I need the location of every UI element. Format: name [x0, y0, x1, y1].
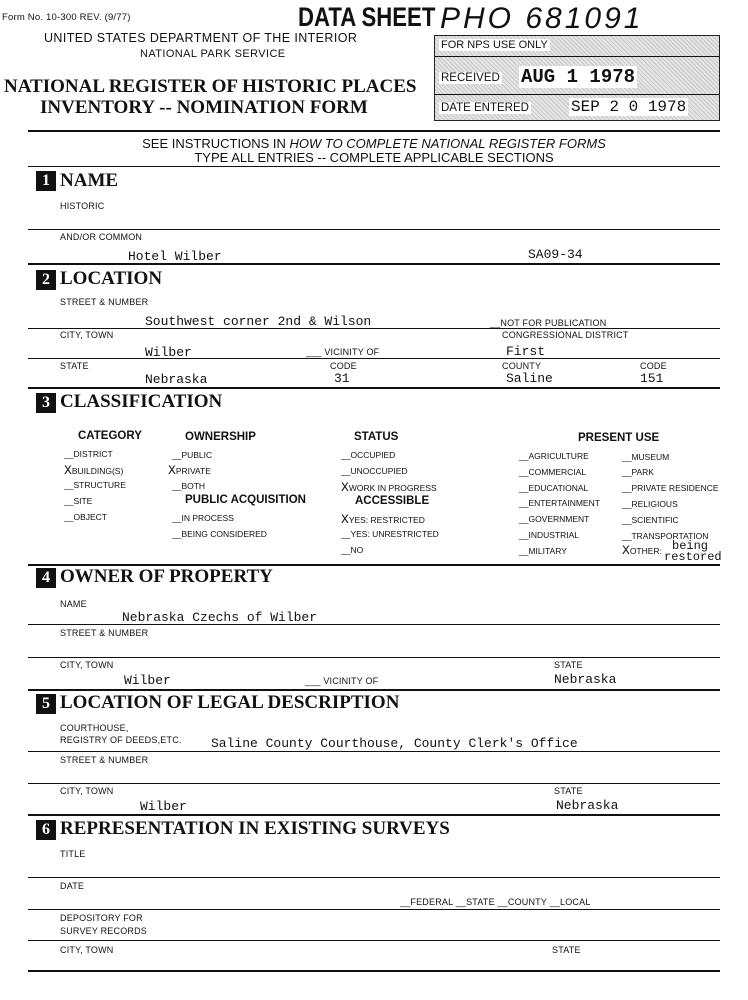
use-other-value-line2: restored [664, 550, 722, 564]
acquisition-being-considered: __BEING CONSIDERED [172, 529, 267, 539]
courthouse-label-line2: REGISTRY OF DEEDS,ETC. [60, 735, 182, 745]
nps-box-label: FOR NPS USE ONLY [441, 39, 548, 51]
use-agriculture: __AGRICULTURE [519, 451, 589, 461]
data-sheet-label: DATA SHEET [298, 2, 436, 32]
section-number: 2 [36, 270, 56, 290]
survey-date-label: DATE [60, 881, 85, 891]
state-code-label: CODE [330, 361, 357, 371]
use-museum: __MUSEUM [622, 452, 670, 462]
survey-city-label: CITY, TOWN [60, 945, 114, 955]
legal-city-label: CITY, TOWN [60, 786, 114, 796]
accessible-restricted [341, 510, 425, 528]
instructions-line1 [0, 136, 748, 151]
survey-code-value: SA09-34 [528, 247, 583, 262]
owner-vicinity-label: ___ VICINITY OF [305, 676, 379, 686]
legal-state-label: STATE [554, 786, 583, 796]
category-header: CATEGORY [78, 430, 142, 442]
category-object: __OBJECT [64, 512, 107, 522]
status-header: STATUS [354, 431, 399, 443]
instructions-line2: TYPE ALL ENTRIES -- COMPLETE APPLICABLE SECTIONS [194, 150, 554, 165]
county-value: Saline [506, 371, 553, 386]
date-entered-stamp: SEP 2 0 1978 [571, 98, 687, 116]
category-structure: __STRUCTURE [64, 480, 126, 490]
section-number: 6 [36, 820, 56, 840]
handwritten-id: PHO 681091 [440, 2, 644, 35]
legal-street-label: STREET & NUMBER [60, 755, 149, 765]
owner-name-value: Nebraska Czechs of Wilber [122, 610, 318, 625]
use-government: __GOVERNMENT [519, 514, 590, 524]
congressional-district-label: CONGRESSIONAL DISTRICT [502, 330, 629, 340]
section-title-classification: CLASSIFICATION [60, 391, 223, 412]
owner-city-label: CITY, TOWN [60, 660, 114, 670]
county-code-label: CODE [640, 361, 667, 371]
owner-street-label: STREET & NUMBER [60, 628, 149, 638]
section-title-location: LOCATION [60, 268, 163, 289]
accessible-header: ACCESSIBLE [355, 495, 430, 507]
use-entertainment: __ENTERTAINMENT [519, 498, 600, 508]
accessible-unrestricted: __YES: UNRESTRICTED [341, 529, 439, 539]
congressional-district-value: First [506, 344, 546, 359]
received-date-stamp: AUG 1 1978 [521, 66, 636, 88]
use-private-residence: __PRIVATE RESIDENCE [622, 483, 719, 493]
form-number: Form No. 10-300 REV. (9/77) [2, 12, 131, 23]
department-name: UNITED STATES DEPARTMENT OF THE INTERIOR [44, 31, 358, 45]
ownership-private [168, 461, 211, 479]
instructions-prefix: SEE INSTRUCTIONS IN [142, 136, 290, 151]
historic-label: HISTORIC [60, 201, 105, 211]
common-name-label: AND/OR COMMON [60, 232, 143, 242]
state-label: STATE [60, 361, 89, 371]
ownership-header: OWNERSHIP [185, 431, 256, 443]
section-title-owner: OWNER OF PROPERTY [60, 566, 273, 587]
check-mark: X [168, 463, 176, 478]
use-other-label: OTHER: [629, 546, 662, 556]
county-label: COUNTY [502, 361, 542, 371]
use-park: __PARK [622, 467, 654, 477]
status-unoccupied: __UNOCCUPIED [341, 466, 408, 476]
ownership-private-label: PRIVATE [175, 466, 211, 476]
street-value: Southwest corner 2nd & Wilson [145, 314, 372, 329]
county-code-value: 151 [640, 371, 664, 386]
status-work-in-progress [341, 478, 437, 496]
owner-name-label: NAME [60, 599, 87, 609]
section-number: 5 [36, 694, 56, 714]
received-label: RECEIVED [441, 72, 500, 84]
depository-label-line1: DEPOSITORY FOR [60, 913, 143, 923]
street-number-label: STREET & NUMBER [60, 297, 149, 307]
section-title-name: NAME [60, 170, 119, 191]
ownership-both: __BOTH [172, 481, 206, 491]
state-code-value: 31 [334, 371, 350, 386]
check-mark: X [341, 512, 349, 527]
legal-city-value: Wilber [140, 799, 187, 814]
vicinity-of-label: ___ VICINITY OF [306, 347, 380, 357]
survey-title-label: TITLE [60, 849, 86, 859]
check-mark: X [341, 480, 349, 495]
depository-label-line2: SURVEY RECORDS [60, 926, 147, 936]
use-religious: __RELIGIOUS [622, 499, 678, 509]
category-building-label: BUILDING(S) [71, 466, 124, 476]
date-entered-label: DATE ENTERED [441, 102, 529, 114]
status-work-in-progress-label: WORK IN PROGRESS [348, 483, 437, 493]
owner-state-label: STATE [554, 660, 583, 670]
legal-state-value: Nebraska [556, 798, 619, 813]
use-military: __MILITARY [519, 546, 567, 556]
accessible-no: __NO [341, 545, 364, 555]
use-industrial: __INDUSTRIAL [519, 530, 579, 540]
acquisition-in-process: __IN PROCESS [172, 513, 234, 523]
use-transportation: __TRANSPORTATION [622, 531, 709, 541]
owner-state-value: Nebraska [554, 672, 617, 687]
city-value: Wilber [145, 345, 192, 360]
use-other-value-line1: being [672, 539, 709, 553]
service-name: NATIONAL PARK SERVICE [140, 48, 286, 60]
owner-city-value: Wilber [124, 673, 171, 688]
status-occupied: __OCCUPIED [341, 450, 396, 460]
use-other [622, 541, 662, 559]
use-commercial: __COMMERCIAL [519, 467, 587, 477]
common-name-value: Hotel Wilber [128, 249, 222, 264]
accessible-restricted-label: YES: RESTRICTED [348, 515, 425, 525]
use-scientific: __SCIENTIFIC [622, 515, 679, 525]
courthouse-label-line1: COURTHOUSE, [60, 723, 129, 733]
category-site: __SITE [64, 496, 93, 506]
public-acquisition-header: PUBLIC ACQUISITION [185, 494, 306, 506]
instructions-reference: HOW TO COMPLETE NATIONAL REGISTER FORMS [289, 136, 606, 151]
section-title-surveys: REPRESENTATION IN EXISTING SURVEYS [60, 818, 450, 839]
check-mark: X [64, 463, 72, 478]
category-building [64, 461, 123, 479]
ownership-public: __PUBLIC [172, 450, 213, 460]
survey-state-label: STATE [552, 945, 581, 955]
state-value: Nebraska [145, 372, 208, 387]
form-title-line1: NATIONAL REGISTER OF HISTORIC PLACES [4, 76, 417, 97]
courthouse-value: Saline County Courthouse, County Clerk's Office [211, 736, 578, 751]
section-number: 3 [36, 393, 56, 413]
city-town-label: CITY, TOWN [60, 330, 114, 340]
present-use-header: PRESENT USE [578, 432, 660, 444]
category-district: __DISTRICT [64, 449, 113, 459]
form-title-line2: INVENTORY -- NOMINATION FORM [40, 97, 368, 118]
nps-use-box [434, 35, 720, 121]
use-educational: __EDUCATIONAL [519, 483, 589, 493]
section-title-legal-description: LOCATION OF LEGAL DESCRIPTION [60, 692, 400, 713]
survey-level-options: __FEDERAL __STATE __COUNTY __LOCAL [400, 897, 591, 907]
section-number: 1 [36, 171, 56, 191]
not-for-publication-label: __NOT FOR PUBLICATION [490, 318, 607, 328]
section-number: 4 [36, 568, 56, 588]
check-mark: X [622, 543, 630, 558]
